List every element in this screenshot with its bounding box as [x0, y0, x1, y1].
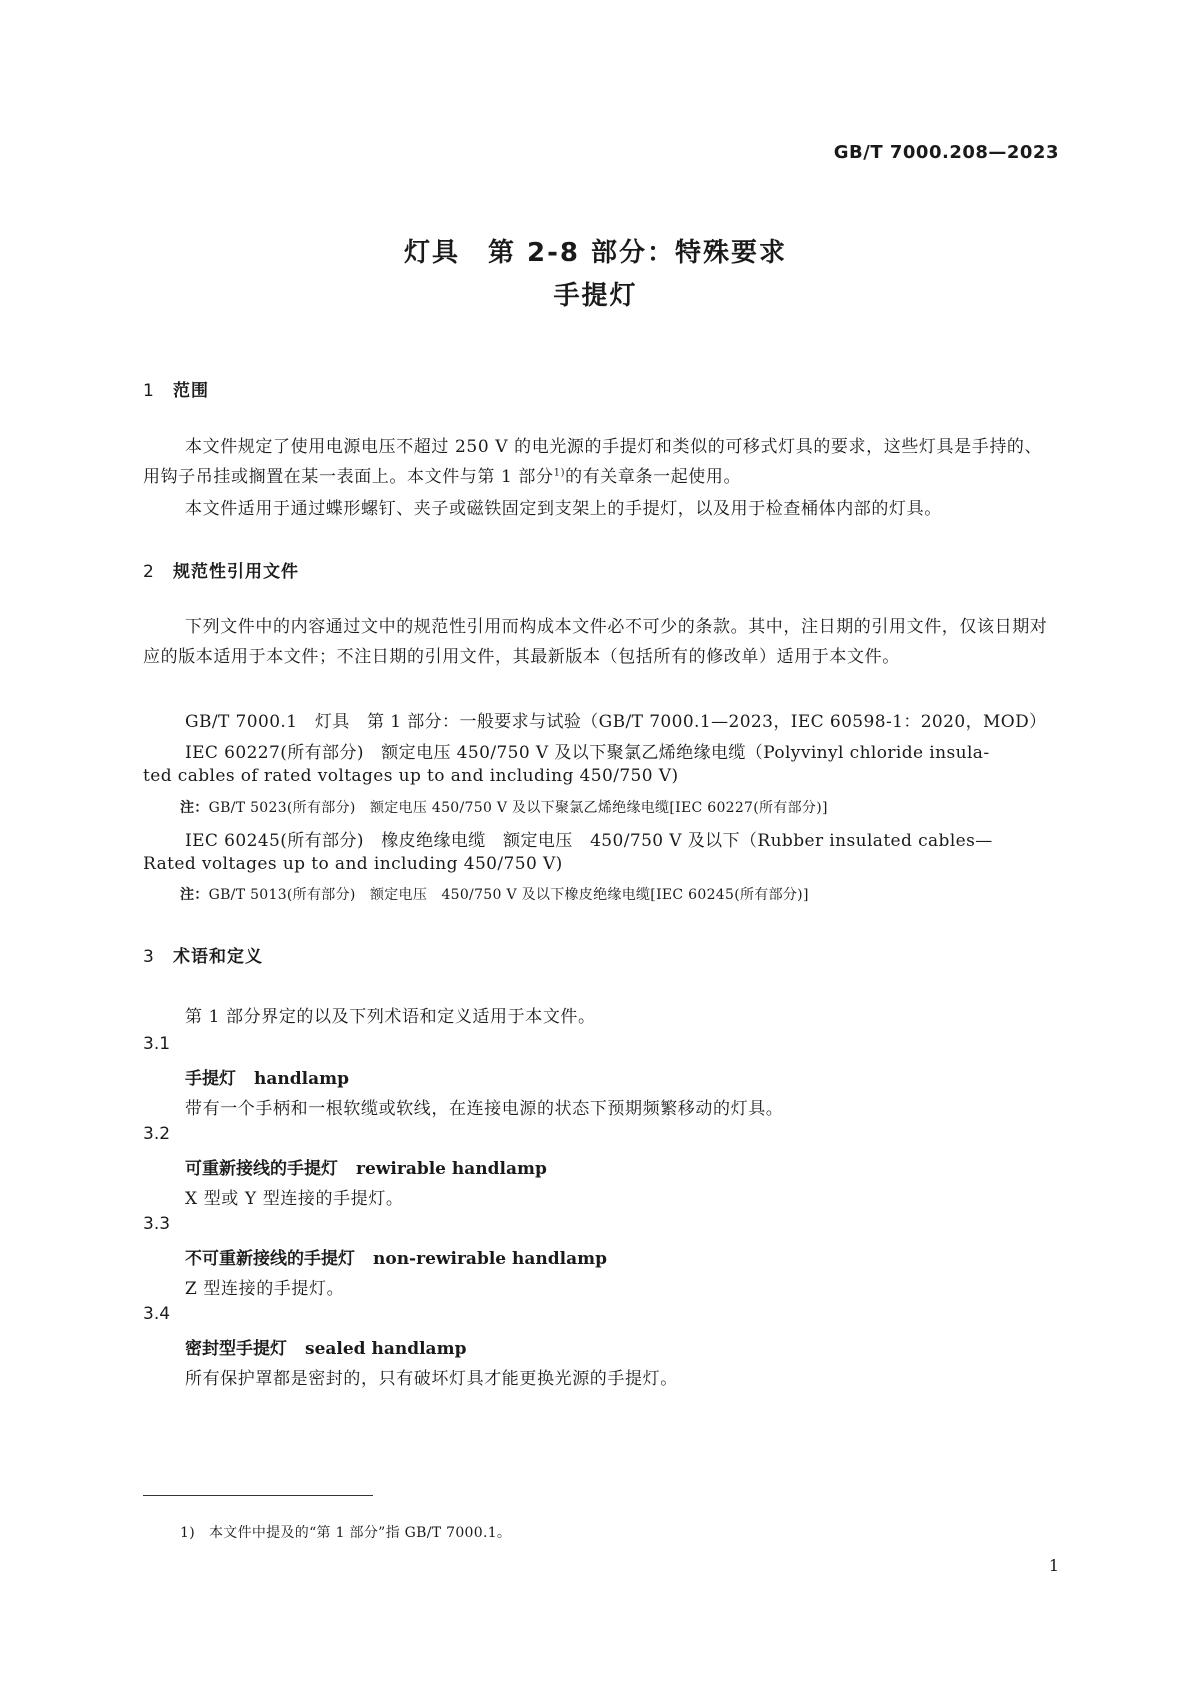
standard-number: GB/T 7000.208—2023 — [833, 142, 1059, 163]
reference-iec-60227-continued: ted cables of rated voltages up to and including 450/750 V) — [143, 766, 679, 786]
footnote — [180, 1522, 511, 1542]
document-title: 灯具 第 2-8 部分：特殊要求 — [403, 238, 788, 268]
footnote-separator — [143, 1495, 373, 1496]
term-heading: 手提灯 handlamp — [185, 1069, 349, 1089]
footnote-marker: 1) — [553, 467, 566, 479]
document-subtitle: 手提灯 — [553, 281, 638, 311]
term-heading: 可重新接线的手提灯 rewirable handlamp — [185, 1159, 547, 1179]
section-3-heading — [143, 942, 263, 967]
footnote-marker: 1) — [180, 1525, 195, 1541]
scope-paragraph-2: 本文件适用于通过蝶形螺钉、夹子或磁铁固定到支架上的手提灯，以及用于检查桶体内部的灯具。 — [185, 499, 942, 519]
section-number: 1 — [143, 381, 155, 401]
terms-intro-paragraph: 第 1 部分界定的以及下列术语和定义适用于本文件。 — [185, 1007, 596, 1027]
reference-gbt-7000-1: GB/T 7000.1 灯具 第 1 部分：一般要求与试验（GB/T 7000.1—2023，IEC 60598-1：2020，MOD） — [185, 712, 1047, 732]
term-number: 3.3 — [143, 1214, 171, 1234]
scope-paragraph-1: 本文件规定了使用电源电压不超过 250 V 的电光源的手提灯和类似的可移式灯具的要求，这些灯具是手持的、用钩子吊挂或搁置在某一表面上。本文件与第 1 部分$^{1)}$的有关章条一起使用。 — [143, 437, 1043, 487]
term-definition: Z 型连接的手提灯。 — [185, 1279, 345, 1299]
term-definition: 所有保护罩都是密封的，只有破坏灯具才能更换光源的手提灯。 — [185, 1369, 678, 1389]
term-heading: 密封型手提灯 sealed handlamp — [185, 1339, 467, 1359]
section-title: 范围 — [173, 381, 209, 401]
section-title: 规范性引用文件 — [173, 562, 299, 582]
term-definition: 带有一个手柄和一根软缆或软线，在连接电源的状态下预期频繁移动的灯具。 — [185, 1099, 784, 1119]
term-definition: X 型或 Y 型连接的手提灯。 — [185, 1189, 404, 1209]
reference-iec-60227: IEC 60227(所有部分) 额定电压 450/750 V 及以下聚氯乙烯绝缘电缆（Polyvinyl chloride insula- — [185, 743, 990, 763]
term-number: 3.2 — [143, 1124, 171, 1144]
reference-iec-60245-continued: Rated voltages up to and including 450/750 V) — [143, 854, 563, 874]
term-number: 3.1 — [143, 1034, 171, 1054]
section-number: 3 — [143, 947, 155, 967]
reference-iec-60245: IEC 60245(所有部分) 橡皮绝缘电缆 额定电压 450/750 V 及以下（Rubber insulated cables— — [185, 831, 993, 851]
section-2-heading — [143, 557, 299, 582]
references-intro-paragraph: 下列文件中的内容通过文中的规范性引用而构成本文件必不可少的条款。其中，注日期的引用文件，仅该日期对应的版本适用于本文件；不注日期的引用文件，其最新版本（包括所有的修改单）适用于本文件。 — [143, 617, 1048, 667]
term-number: 3.4 — [143, 1304, 171, 1324]
reference-note-1: 注：GB/T 5023(所有部分) 额定电压 450/750 V 及以下聚氯乙烯绝缘电缆[IEC 60227(所有部分)] — [180, 800, 828, 816]
section-title: 术语和定义 — [173, 947, 263, 967]
term-heading: 不可重新接线的手提灯 non-rewirable handlamp — [185, 1249, 607, 1269]
footnote-text: 本文件中提及的“第 1 部分”指 GB/T 7000.1。 — [208, 1525, 512, 1541]
section-number: 2 — [143, 562, 155, 582]
section-1-heading — [143, 376, 209, 401]
reference-note-2: 注：GB/T 5013(所有部分) 额定电压 450/750 V 及以下橡皮绝缘电缆[IEC 60245(所有部分)] — [180, 887, 809, 903]
page-number: 1 — [1048, 1556, 1059, 1575]
